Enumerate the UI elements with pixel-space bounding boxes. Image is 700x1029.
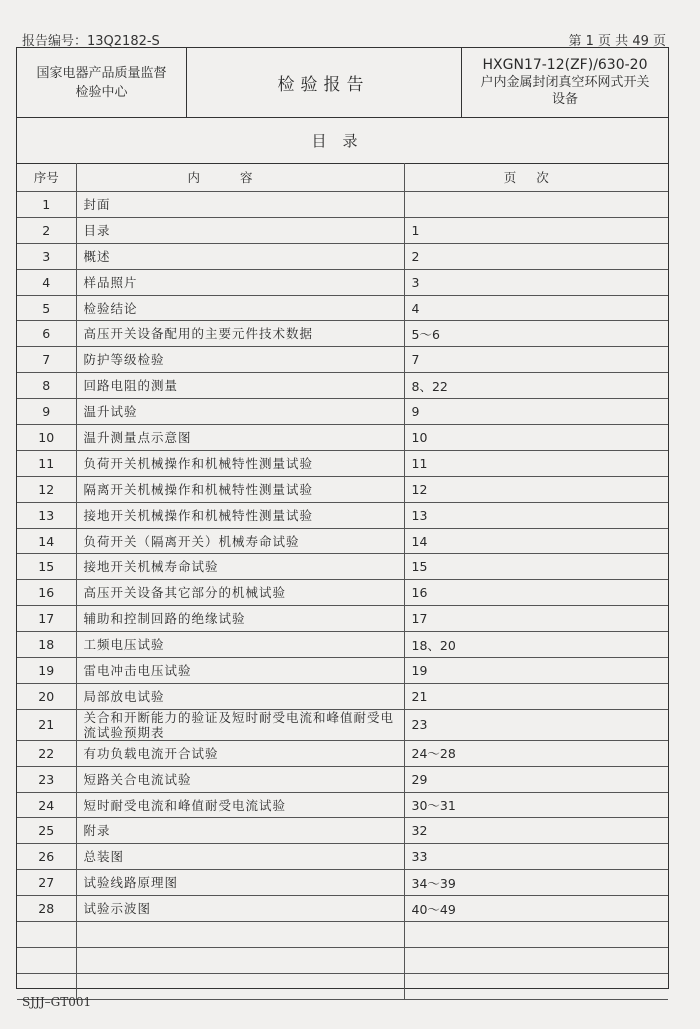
toc-row <box>17 192 668 218</box>
toc-row-content <box>76 973 404 999</box>
toc-row <box>17 399 668 425</box>
toc-row-content: 温升测量点示意图 <box>76 425 404 451</box>
page-counter: 第 1 页 共 49 页 <box>568 34 666 49</box>
toc-row-page <box>404 192 668 218</box>
toc-row-number: 27 <box>17 870 76 896</box>
toc-row-page: 34～39 <box>404 870 668 896</box>
toc-row-page: 7 <box>404 347 668 373</box>
toc-row-content: 隔离开关机械操作和机械特性测量试验 <box>76 476 404 502</box>
toc-row-number: 14 <box>17 528 76 554</box>
report-header <box>17 48 668 118</box>
toc-row-number: 12 <box>17 476 76 502</box>
toc-row-content: 辅助和控制回路的绝缘试验 <box>76 606 404 632</box>
toc-table <box>17 163 668 1000</box>
toc-row-number: 6 <box>17 321 76 347</box>
toc-row-content: 局部放电试验 <box>76 683 404 709</box>
toc-row-number: 9 <box>17 399 76 425</box>
column-header-content: 内容 <box>76 163 404 192</box>
toc-row-number: 25 <box>17 818 76 844</box>
toc-row-number: 8 <box>17 373 76 399</box>
toc-row-page: 23 <box>404 709 668 740</box>
toc-row-number: 21 <box>17 709 76 740</box>
toc-row-page: 13 <box>404 502 668 528</box>
org-name-line2: 检验中心 <box>75 84 128 100</box>
toc-row-content: 高压开关设备配用的主要元件技术数据 <box>76 321 404 347</box>
toc-row-number: 20 <box>17 683 76 709</box>
toc-row <box>17 870 668 896</box>
toc-row <box>17 658 668 684</box>
toc-row <box>17 321 668 347</box>
toc-row <box>17 476 668 502</box>
toc-row-number: 3 <box>17 243 76 269</box>
report-frame <box>16 47 669 989</box>
toc-row-content: 有功负载电流开合试验 <box>76 740 404 766</box>
toc-row-number <box>17 922 76 948</box>
toc-row-content: 短路关合电流试验 <box>76 766 404 792</box>
toc-row <box>17 632 668 658</box>
toc-row-page: 9 <box>404 399 668 425</box>
toc-header-row <box>17 163 668 192</box>
toc-row-number: 19 <box>17 658 76 684</box>
toc-row-number: 23 <box>17 766 76 792</box>
toc-row-content: 高压开关设备其它部分的机械试验 <box>76 580 404 606</box>
issuing-organization <box>17 48 187 117</box>
column-header-no: 序号 <box>17 163 76 192</box>
toc-row-number: 4 <box>17 269 76 295</box>
toc-row <box>17 709 668 740</box>
toc-row <box>17 606 668 632</box>
toc-row-content: 温升试验 <box>76 399 404 425</box>
toc-row-page: 10 <box>404 425 668 451</box>
toc-row <box>17 973 668 999</box>
toc-row <box>17 792 668 818</box>
toc-row-content <box>76 922 404 948</box>
toc-row-number <box>17 947 76 973</box>
document-title: 检验报告 <box>186 48 462 117</box>
toc-row-page: 33 <box>404 844 668 870</box>
toc-row-content: 检验结论 <box>76 295 404 321</box>
toc-row <box>17 766 668 792</box>
toc-row-page: 24～28 <box>404 740 668 766</box>
toc-row-number: 18 <box>17 632 76 658</box>
toc-row-page: 12 <box>404 476 668 502</box>
toc-row-page: 3 <box>404 269 668 295</box>
toc-row <box>17 947 668 973</box>
toc-row-content: 负荷开关机械操作和机械特性测量试验 <box>76 450 404 476</box>
toc-row-number: 7 <box>17 347 76 373</box>
toc-row-content: 概述 <box>76 243 404 269</box>
toc-row-page <box>404 922 668 948</box>
toc-row-number: 28 <box>17 896 76 922</box>
toc-row-content: 短时耐受电流和峰值耐受电流试验 <box>76 792 404 818</box>
toc-row-content: 接地开关机械寿命试验 <box>76 554 404 580</box>
toc-row-number: 10 <box>17 425 76 451</box>
toc-row-content: 试验示波图 <box>76 896 404 922</box>
toc-row-content: 总装图 <box>76 844 404 870</box>
toc-row <box>17 425 668 451</box>
toc-row <box>17 683 668 709</box>
product-name-line2: 设备 <box>551 92 578 107</box>
toc-row-page: 17 <box>404 606 668 632</box>
toc-row-page: 30～31 <box>404 792 668 818</box>
toc-row-number: 15 <box>17 554 76 580</box>
form-code: SJJJ–GT001 <box>22 995 92 1009</box>
toc-row-page: 19 <box>404 658 668 684</box>
toc-row-content: 封面 <box>76 192 404 218</box>
toc-row-content: 试验线路原理图 <box>76 870 404 896</box>
toc-row <box>17 243 668 269</box>
toc-row-page: 18、20 <box>404 632 668 658</box>
toc-row-page: 8、22 <box>404 373 668 399</box>
toc-row <box>17 740 668 766</box>
toc-row-number: 13 <box>17 502 76 528</box>
toc-row-number: 24 <box>17 792 76 818</box>
toc-row-number: 22 <box>17 740 76 766</box>
toc-row-content: 工频电压试验 <box>76 632 404 658</box>
toc-row-content: 接地开关机械操作和机械特性测量试验 <box>76 502 404 528</box>
toc-row <box>17 818 668 844</box>
column-header-page: 页次 <box>404 163 668 192</box>
toc-row-page: 29 <box>404 766 668 792</box>
toc-row-number: 11 <box>17 450 76 476</box>
toc-row-content: 防护等级检验 <box>76 347 404 373</box>
toc-title: 目录 <box>17 117 668 164</box>
product-name-line1: 户内金属封闭真空环网式开关 <box>480 75 650 90</box>
toc-row-number: 16 <box>17 580 76 606</box>
toc-row-content: 负荷开关（隔离开关）机械寿命试验 <box>76 528 404 554</box>
toc-row-number: 2 <box>17 217 76 243</box>
toc-body <box>17 192 668 1000</box>
toc-row-page: 1 <box>404 217 668 243</box>
toc-row-content: 雷电冲击电压试验 <box>76 658 404 684</box>
toc-row <box>17 896 668 922</box>
org-name-line1: 国家电器产品质量监督 <box>36 65 167 81</box>
toc-row-content: 附录 <box>76 818 404 844</box>
toc-row <box>17 528 668 554</box>
toc-row-page: 2 <box>404 243 668 269</box>
toc-row-page <box>404 973 668 999</box>
toc-row <box>17 554 668 580</box>
toc-row-page: 40～49 <box>404 896 668 922</box>
toc-row-page: 16 <box>404 580 668 606</box>
toc-row <box>17 844 668 870</box>
toc-row-page: 14 <box>404 528 668 554</box>
toc-row-content: 目录 <box>76 217 404 243</box>
toc-row-page: 11 <box>404 450 668 476</box>
toc-row <box>17 295 668 321</box>
toc-row-number: 5 <box>17 295 76 321</box>
toc-row-content: 样品照片 <box>76 269 404 295</box>
toc-row-page: 4 <box>404 295 668 321</box>
toc-row <box>17 502 668 528</box>
toc-row-content: 关合和开断能力的验证及短时耐受电流和峰值耐受电流试验预期表 <box>76 709 404 740</box>
toc-row <box>17 269 668 295</box>
toc-row-content: 回路电阻的测量 <box>76 373 404 399</box>
report-number: 报告编号：13Q2182-S <box>22 34 160 49</box>
toc-row <box>17 580 668 606</box>
toc-row-number: 1 <box>17 192 76 218</box>
toc-row-page: 15 <box>404 554 668 580</box>
toc-row <box>17 347 668 373</box>
toc-row <box>17 373 668 399</box>
toc-row-page <box>404 947 668 973</box>
product-model: HXGN17-12(ZF)/630-20 <box>482 57 648 73</box>
toc-row-number: 17 <box>17 606 76 632</box>
toc-row <box>17 450 668 476</box>
product-info <box>461 48 669 117</box>
toc-row-page: 32 <box>404 818 668 844</box>
toc-row-page: 21 <box>404 683 668 709</box>
toc-row <box>17 217 668 243</box>
toc-row-content <box>76 947 404 973</box>
toc-row-page: 5～6 <box>404 321 668 347</box>
toc-row <box>17 922 668 948</box>
toc-row-number: 26 <box>17 844 76 870</box>
